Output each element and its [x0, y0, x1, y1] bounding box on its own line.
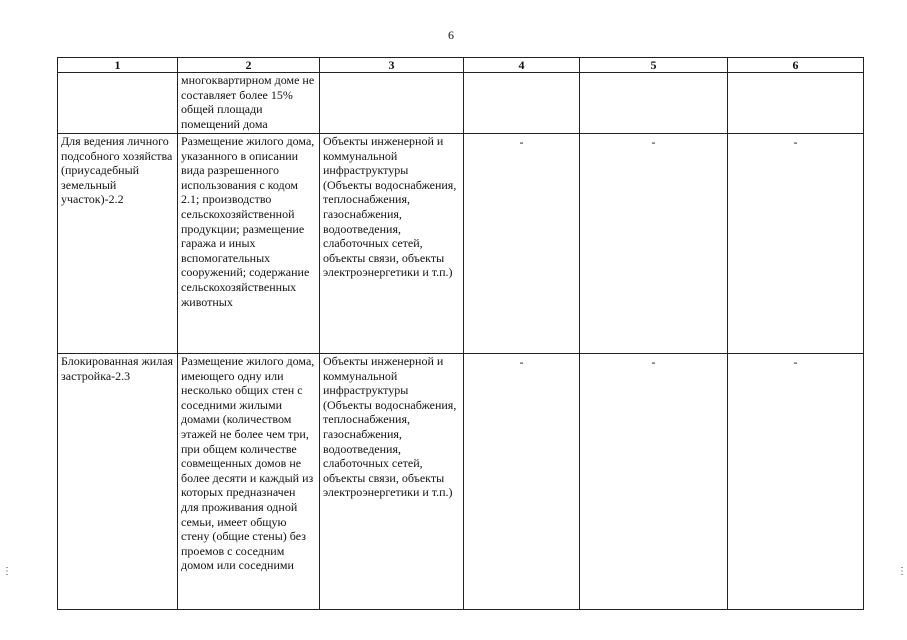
column-header: 4 — [464, 58, 580, 73]
auxiliary-use-cell: Объекты инженерной и коммунальной инфраструктуры (Объекты водоснабжения, теплоснабжения, газоснабжения, водоотведения, слаботочных сетей, объекты связи, объекты электроэнергетики и т.п.) — [320, 134, 464, 354]
table-cell — [58, 73, 178, 134]
table-cell: - — [728, 354, 864, 610]
table-row-2-2 — [58, 134, 864, 354]
table-cell: - — [580, 354, 728, 610]
use-type-cell: Блокированная жилая застройка-2.3 — [58, 354, 178, 610]
page-number: 6 — [448, 28, 454, 42]
column-header: 6 — [728, 58, 864, 73]
description-cell: Размещение жилого дома, указанного в описании вида разрешенного использования с кодом 2.1; производство сельскохозяйственной продукции; размещение гаража и иных вспомогательных сооружений; содержание сельскохозяйственных животных — [178, 134, 320, 354]
column-header: 5 — [580, 58, 728, 73]
auxiliary-use-cell: Объекты инженерной и коммунальной инфраструктуры (Объекты водоснабжения, теплоснабжения, газоснабжения, водоотведения, слаботочных сетей, объекты связи, объекты электроэнергетики и т.п.) — [320, 354, 464, 610]
table-row-2-3 — [58, 354, 864, 610]
table-cell — [320, 73, 464, 134]
description-cell: Размещение жилого дома, имеющего одну или несколько общих стен с соседними жилыми домами (количеством этажей не более чем три, при общем количестве совмещенных домов не более десяти и каждый из которых предназначен для проживания одной семьи, имеет общую стену (общие стены) без проемов с соседним домом или соседними — [178, 354, 320, 610]
column-header: 3 — [320, 58, 464, 73]
table-cell: - — [728, 134, 864, 354]
land-use-table — [57, 57, 864, 610]
header-row — [58, 58, 864, 73]
table-cell — [580, 73, 728, 134]
table-cell: - — [464, 354, 580, 610]
column-header: 2 — [178, 58, 320, 73]
column-header: 1 — [58, 58, 178, 73]
table-cell: - — [580, 134, 728, 354]
table-cell — [464, 73, 580, 134]
table-cell: - — [464, 134, 580, 354]
table-cell — [728, 73, 864, 134]
use-type-cell: Для ведения личного подсобного хозяйства (приусадебный земельный участок)-2.2 — [58, 134, 178, 354]
scan-edge-mark: ⋮ — [897, 566, 907, 577]
scan-edge-mark: ⋮ — [2, 566, 12, 577]
table-cell: многоквартирном доме не составляет более 15% общей площади помещений дома — [178, 73, 320, 134]
table-row-continued — [58, 73, 864, 134]
